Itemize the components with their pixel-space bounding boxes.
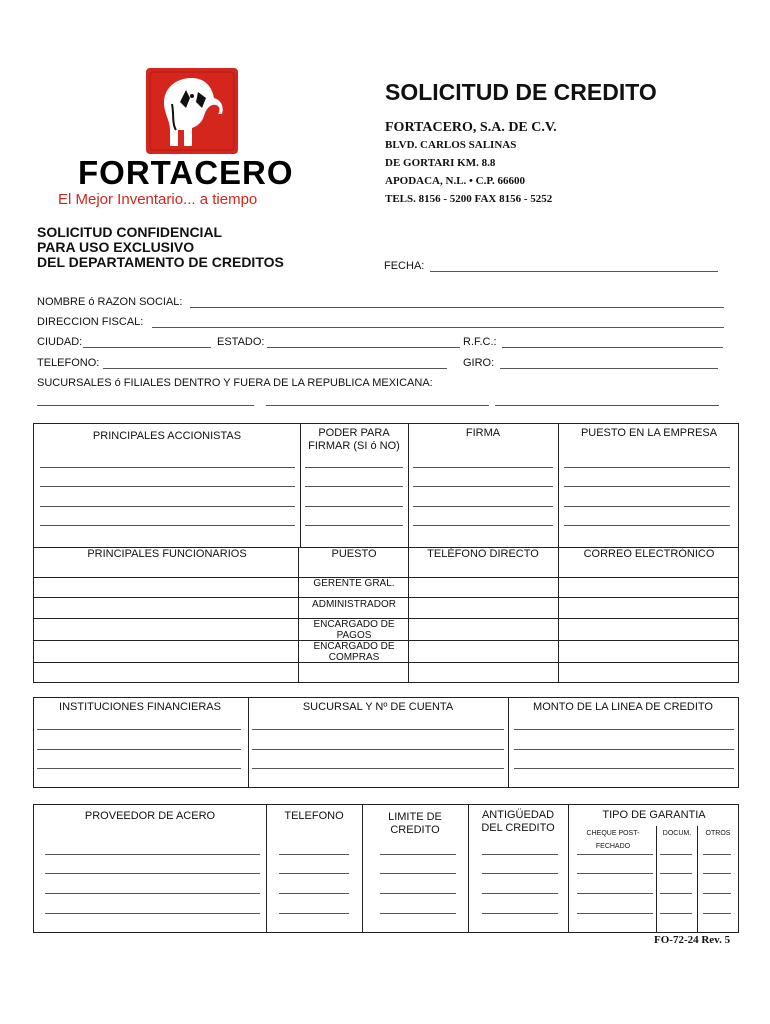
cuenta-header: SUCURSAL Y Nº DE CUENTA xyxy=(302,701,454,713)
confidential-line-3: DEL DEPARTAMENTO DE CREDITOS xyxy=(37,254,284,270)
confidential-line-1: SOLICITUD CONFIDENCIAL xyxy=(37,224,223,240)
proveedor-row-4[interactable] xyxy=(45,913,260,914)
funcionarios-header: PRINCIPALES FUNCIONARIOS xyxy=(87,548,247,560)
puesto-header: PUESTO xyxy=(331,548,377,560)
proveedor-header: PROVEEDOR DE ACERO xyxy=(84,810,216,822)
puesto-administrador: ADMINISTRADOR xyxy=(312,599,396,610)
rfc-label: R.F.C.: xyxy=(463,336,497,348)
otros-row-2[interactable] xyxy=(703,873,731,874)
garantia-header: TIPO DE GARANTIA xyxy=(602,809,706,821)
ciudad-label: CIUDAD: xyxy=(37,336,83,348)
table3-divider-2 xyxy=(362,804,363,933)
cheque-row-3[interactable] xyxy=(577,893,653,894)
sucursal-field-1[interactable] xyxy=(37,405,254,406)
rfc-field[interactable] xyxy=(502,347,723,348)
poder-header-2: FIRMAR (SI ó NO) xyxy=(308,440,400,452)
antiguedad-row-2[interactable] xyxy=(482,873,558,874)
sucursales-label: SUCURSALES ó FILIALES DENTRO Y FUERA DE LA REPUBLICA MEXICANA: xyxy=(37,377,433,389)
tagline: El Mejor Inventario... a tiempo xyxy=(58,191,258,208)
confidential-line-2: PARA USO EXCLUSIVO xyxy=(37,239,195,255)
limite-header-2: CREDITO xyxy=(390,824,440,836)
accionista-row-4[interactable] xyxy=(40,525,295,526)
firma-row-2[interactable] xyxy=(413,486,553,487)
docum-row-1[interactable] xyxy=(660,854,692,855)
monto-row-2[interactable] xyxy=(514,749,734,750)
telefono-prov-row-3[interactable] xyxy=(279,893,349,894)
table3-divider-3 xyxy=(468,804,469,933)
monto-row-1[interactable] xyxy=(514,729,734,730)
puesto-pagos: ENCARGADO DE PAGOS xyxy=(313,619,395,641)
logo xyxy=(60,66,320,216)
docum-row-3[interactable] xyxy=(660,893,692,894)
correo-header: CORREO ELECTRÓNICO xyxy=(583,548,715,560)
limite-row-3[interactable] xyxy=(380,893,456,894)
accionista-row-3[interactable] xyxy=(40,506,295,507)
cheque-subheader: CHEQUE POST-FECHADO xyxy=(586,830,640,850)
monto-header: MONTO DE LA LINEA DE CREDITO xyxy=(533,701,713,713)
cheque-row-2[interactable] xyxy=(577,873,653,874)
otros-row-1[interactable] xyxy=(703,854,731,855)
telefono-prov-row-1[interactable] xyxy=(279,854,349,855)
table3-divider-1 xyxy=(266,804,267,933)
accionista-row-1[interactable] xyxy=(40,467,295,468)
limite-row-4[interactable] xyxy=(380,913,456,914)
accionistas-header: PRINCIPALES ACCIONISTAS xyxy=(92,430,242,442)
telefono-prov-header: TELEFONO xyxy=(284,810,344,822)
brand-name: FORTACERO xyxy=(78,154,294,191)
cheque-row-4[interactable] xyxy=(577,913,653,914)
page-title: SOLICITUD DE CREDITO xyxy=(385,79,657,105)
firma-header: FIRMA xyxy=(465,427,501,439)
instituciones-header: INSTITUCIONES FINANCIERAS xyxy=(59,701,221,713)
antiguedad-header-1: ANTIGÜEDAD xyxy=(481,809,555,821)
telefono-label: TELEFONO: xyxy=(37,357,100,369)
table2-divider-1 xyxy=(248,697,249,788)
table1-divider-1 xyxy=(300,423,301,548)
cuenta-row-2[interactable] xyxy=(252,749,504,750)
address-line-2: DE GORTARI KM. 8.8 xyxy=(385,157,496,169)
giro-label: GIRO: xyxy=(463,357,495,369)
antiguedad-row-4[interactable] xyxy=(482,913,558,914)
docum-subheader: DOCUM. xyxy=(662,830,692,837)
table3-divider-4 xyxy=(568,804,569,933)
institucion-row-3[interactable] xyxy=(37,768,241,769)
proveedor-row-1[interactable] xyxy=(45,854,260,855)
nombre-field[interactable] xyxy=(190,307,724,308)
table1-divider-2 xyxy=(408,423,409,683)
cuenta-row-3[interactable] xyxy=(252,768,504,769)
limite-header-1: LIMITE DE xyxy=(388,811,442,823)
firma-row-3[interactable] xyxy=(413,506,553,507)
cuenta-row-1[interactable] xyxy=(252,729,504,730)
estado-field[interactable] xyxy=(267,347,460,348)
otros-subheader: OTROS xyxy=(705,830,731,837)
table3-divider-6 xyxy=(697,826,698,933)
puesto-row-4[interactable] xyxy=(564,525,730,526)
limite-row-1[interactable] xyxy=(380,854,456,855)
table1-divider-3 xyxy=(558,423,559,683)
antiguedad-header-2: DEL CREDITO xyxy=(481,822,555,834)
poder-row-4[interactable] xyxy=(305,525,403,526)
antiguedad-row-3[interactable] xyxy=(482,893,558,894)
ciudad-field[interactable] xyxy=(83,347,211,348)
puesto-empresa-header: PUESTO EN LA EMPRESA xyxy=(580,427,718,439)
docum-row-2[interactable] xyxy=(660,873,692,874)
poder-row-3[interactable] xyxy=(305,506,403,507)
proveedor-row-2[interactable] xyxy=(45,873,260,874)
puesto-row-2[interactable] xyxy=(564,486,730,487)
address-line-1: BLVD. CARLOS SALINAS xyxy=(385,139,517,151)
firma-row-1[interactable] xyxy=(413,467,553,468)
form-code: FO-72-24 Rev. 5 xyxy=(654,934,731,946)
puesto-row-1[interactable] xyxy=(564,467,730,468)
poder-header-1: PODER PARA xyxy=(318,427,390,439)
docum-row-4[interactable] xyxy=(660,913,692,914)
poder-row-2[interactable] xyxy=(305,486,403,487)
company-name: FORTACERO, S.A. DE C.V. xyxy=(385,120,557,135)
table3-divider-5 xyxy=(656,826,657,933)
telefono-prov-row-4[interactable] xyxy=(279,913,349,914)
estado-label: ESTADO: xyxy=(217,336,265,348)
telefono-field[interactable] xyxy=(103,368,447,369)
telefono-prov-row-2[interactable] xyxy=(279,873,349,874)
antiguedad-row-1[interactable] xyxy=(482,854,558,855)
institucion-row-1[interactable] xyxy=(37,729,241,730)
sucursal-field-2[interactable] xyxy=(266,405,489,406)
limite-row-2[interactable] xyxy=(380,873,456,874)
puesto-row-3[interactable] xyxy=(564,506,730,507)
otros-row-3[interactable] xyxy=(703,893,731,894)
nombre-label: NOMBRE ó RAZON SOCIAL: xyxy=(37,296,183,308)
poder-row-1[interactable] xyxy=(305,467,403,468)
accionista-row-2[interactable] xyxy=(40,486,295,487)
fecha-field[interactable] xyxy=(430,271,718,272)
giro-field[interactable] xyxy=(500,368,718,369)
telefono-directo-header: TELÉFONO DIRECTO xyxy=(427,548,539,560)
phone-line: TELS. 8156 - 5200 FAX 8156 - 5252 xyxy=(385,193,553,205)
sucursal-field-3[interactable] xyxy=(495,405,719,406)
otros-row-4[interactable] xyxy=(703,913,731,914)
address-line-3: APODACA, N.L. • C.P. 66600 xyxy=(385,175,526,187)
firma-row-4[interactable] xyxy=(413,525,553,526)
puesto-compras: ENCARGADO DE COMPRAS xyxy=(313,641,395,663)
monto-row-3[interactable] xyxy=(514,768,734,769)
cheque-row-1[interactable] xyxy=(577,854,653,855)
elephant-logo-icon xyxy=(146,68,238,154)
fecha-label: FECHA: xyxy=(384,260,425,272)
table2-divider-2 xyxy=(508,697,509,788)
institucion-row-2[interactable] xyxy=(37,749,241,750)
proveedor-row-3[interactable] xyxy=(45,893,260,894)
direccion-field[interactable] xyxy=(152,327,724,328)
direccion-label: DIRECCION FISCAL: xyxy=(37,316,144,328)
puesto-gerente: GERENTE GRAL. xyxy=(313,578,395,589)
